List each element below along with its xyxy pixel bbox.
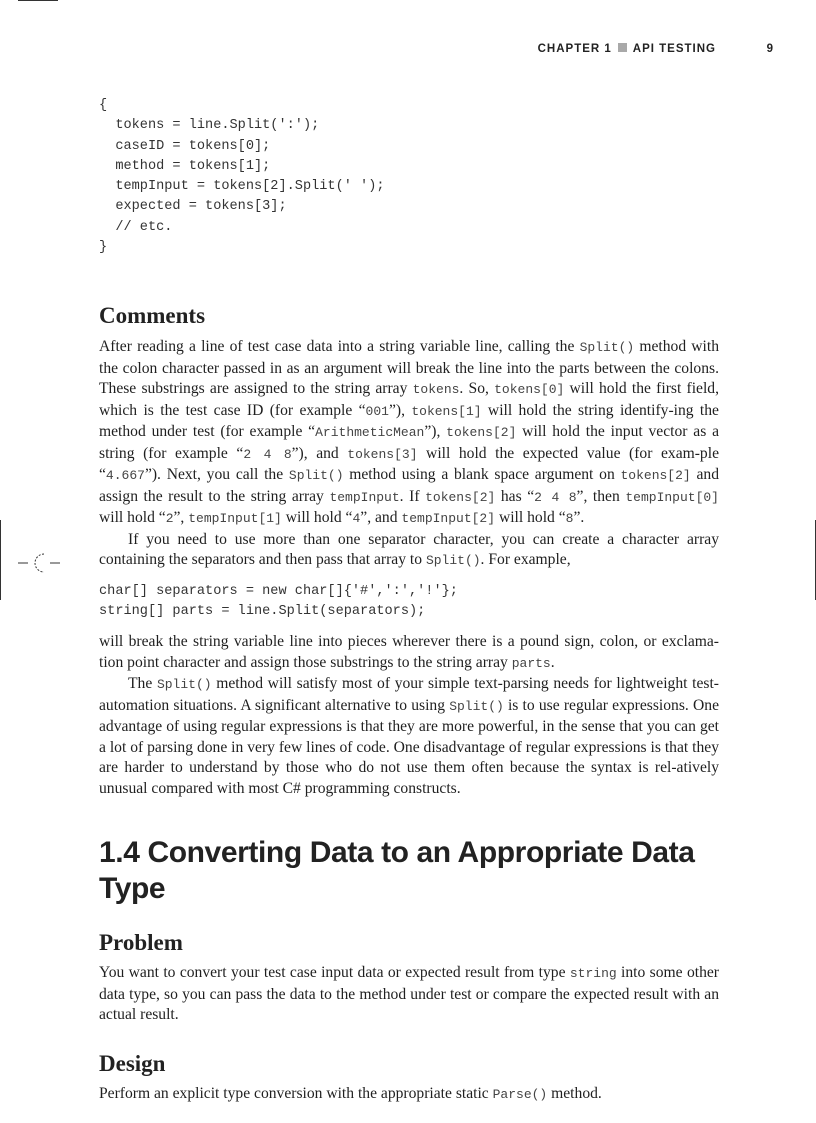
comments-heading: Comments bbox=[99, 303, 206, 329]
code-line: tempInput = tokens[2].Split(' '); bbox=[99, 179, 385, 195]
code-line: expected = tokens[3]; bbox=[99, 199, 287, 215]
code-line: } bbox=[99, 240, 108, 256]
registration-mark-icon bbox=[18, 550, 60, 576]
page-number: 9 bbox=[766, 43, 774, 55]
comments-paragraph-2: If you need to use more than one separator character, you can create a character array containing the separators and then pass that array to Split(). For example, bbox=[99, 530, 719, 569]
code-line: { bbox=[99, 98, 108, 113]
comments-paragraph-4: The Split() method will satisfy most of your simple text-parsing needs for lightweight test-automation situations. A significant alternative to using Split() is to use regular expressions. One advantage of using regular expressions is that they are more powerful, in the sense that you can get a lot of parsing done in very few lines of code. One disadvantage of regular expressions is that they are harder to understand by those who do not use them often because the syntax is rel-atively unusual compared with most C# programming constructs. bbox=[99, 675, 719, 797]
running-header bbox=[400, 43, 776, 59]
chapter-number: CHAPTER 1 bbox=[537, 43, 612, 55]
code-line: // etc. bbox=[99, 219, 173, 235]
code-line: caseID = tokens[0]; bbox=[99, 138, 271, 154]
chapter-title: API TESTING bbox=[632, 43, 716, 55]
comments-paragraph-1: After reading a line of test case data into a string variable line, calling the Split() method with the colon character passed in as an argument will break the line into the parts between the colons. These substrings are assigned to the string array tokens. So, tokens[0] will hold the first field, which is the test case ID (for example “001”), tokens[1] will hold the string identify-ing the method under test (for example “ArithmeticMean”), tokens[2] will hold the input vector as a string (for example “2 4 8”), and tokens[3] will hold the expected value (for exam-ple “4.667”). Next, you call the Split() method using a blank space argument on tokens[2] and assign the result to the string array tempInput. If tokens[2] has “2 4 8”, then tempInput[0] will hold “2”, tempInput[1] will hold “4”, and tempInput[2] will hold “8”. bbox=[99, 338, 720, 527]
code-line: string[] parts = line.Split(separators); bbox=[99, 604, 426, 620]
crop-mark-top bbox=[18, 0, 58, 1]
code-block-parse bbox=[99, 96, 719, 258]
chapter-label bbox=[538, 43, 716, 55]
design-heading: Design bbox=[99, 1050, 166, 1076]
separator-square-icon bbox=[618, 43, 627, 52]
design-text: Perform an explicit type conversion with the appropriate static Parse() method. bbox=[99, 1084, 602, 1102]
problem-text: You want to convert your test case input data or expected result from type string into some other data type, so you can pass the data to the method under test or compare the expected result with an actual result. bbox=[99, 964, 719, 1024]
crop-mark-left bbox=[0, 520, 1, 600]
code-block-separators bbox=[99, 582, 719, 623]
comments-paragraph-3: will break the string variable line into pieces wherever there is a pound sign, colon, or exclama-tion point character and assign those substrings to the string array parts. bbox=[99, 633, 719, 671]
code-line: char[] separators = new char[]{'#',':','!'}; bbox=[99, 583, 458, 599]
recipe-title: 1.4 Converting Data to an Appropriate Data Type bbox=[99, 836, 695, 906]
code-line: method = tokens[1]; bbox=[99, 158, 271, 174]
code-line: tokens = line.Split(':'); bbox=[99, 118, 320, 134]
problem-heading: Problem bbox=[99, 930, 183, 956]
